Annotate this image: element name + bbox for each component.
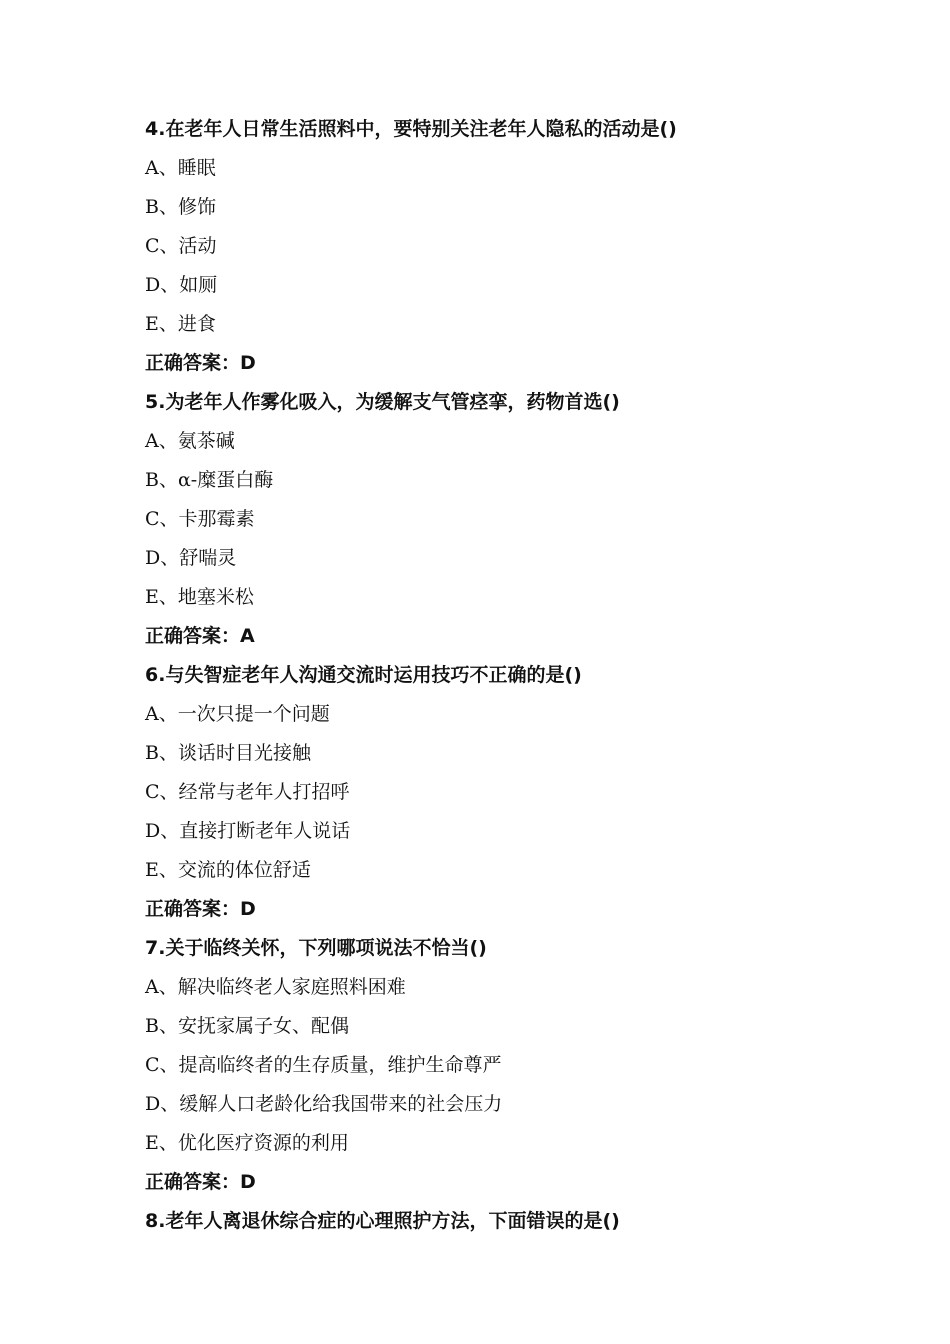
option-a: A、解决临终老人家庭照料困难 xyxy=(145,976,406,998)
question-stem: 4.在老年人日常生活照料中，要特别关注老年人隐私的活动是() xyxy=(145,118,677,140)
option-d: D、直接打断老年人说话 xyxy=(145,820,351,842)
option-a: A、一次只提一个问题 xyxy=(145,703,330,725)
question-list xyxy=(145,110,905,1241)
answer-value: D xyxy=(240,898,256,920)
option-d: D、缓解人口老龄化给我国带来的社会压力 xyxy=(145,1093,503,1115)
option-d: D、如厕 xyxy=(145,274,218,296)
question-stem: 8.老年人离退休综合症的心理照护方法，下面错误的是() xyxy=(145,1210,620,1232)
correct-answer xyxy=(145,617,905,656)
correct-answer xyxy=(145,344,905,383)
answer-value: D xyxy=(240,352,256,374)
answer-label: 正确答案： xyxy=(145,1171,241,1193)
option-a: A、睡眠 xyxy=(145,157,216,179)
answer-label: 正确答案： xyxy=(145,352,241,374)
option-e: E、地塞米松 xyxy=(145,586,254,608)
option-e: E、交流的体位舒适 xyxy=(145,859,311,881)
correct-answer xyxy=(145,890,905,929)
option-c: C、提高临终者的生存质量，维护生命尊严 xyxy=(145,1054,502,1076)
option-b: B、安抚家属子女、配偶 xyxy=(145,1015,349,1037)
question-stem: 7.关于临终关怀，下列哪项说法不恰当() xyxy=(145,937,487,959)
answer-label: 正确答案： xyxy=(145,625,241,647)
correct-answer xyxy=(145,1163,905,1202)
option-d: D、舒喘灵 xyxy=(145,547,237,569)
answer-value: D xyxy=(240,1171,256,1193)
option-b: B、α-糜蛋白酶 xyxy=(145,469,274,491)
option-b: B、修饰 xyxy=(145,196,216,218)
option-a: A、氨茶碱 xyxy=(145,430,235,452)
option-e: E、优化医疗资源的利用 xyxy=(145,1132,349,1154)
option-b: B、谈话时目光接触 xyxy=(145,742,311,764)
question-stem: 5.为老年人作雾化吸入，为缓解支气管痉挛，药物首选() xyxy=(145,391,620,413)
answer-label: 正确答案： xyxy=(145,898,241,920)
option-c: C、经常与老年人打招呼 xyxy=(145,781,350,803)
option-e: E、进食 xyxy=(145,313,216,335)
option-c: C、活动 xyxy=(145,235,217,257)
option-c: C、卡那霉素 xyxy=(145,508,255,530)
question-stem: 6.与失智症老年人沟通交流时运用技巧不正确的是() xyxy=(145,664,582,686)
answer-value: A xyxy=(240,625,255,647)
